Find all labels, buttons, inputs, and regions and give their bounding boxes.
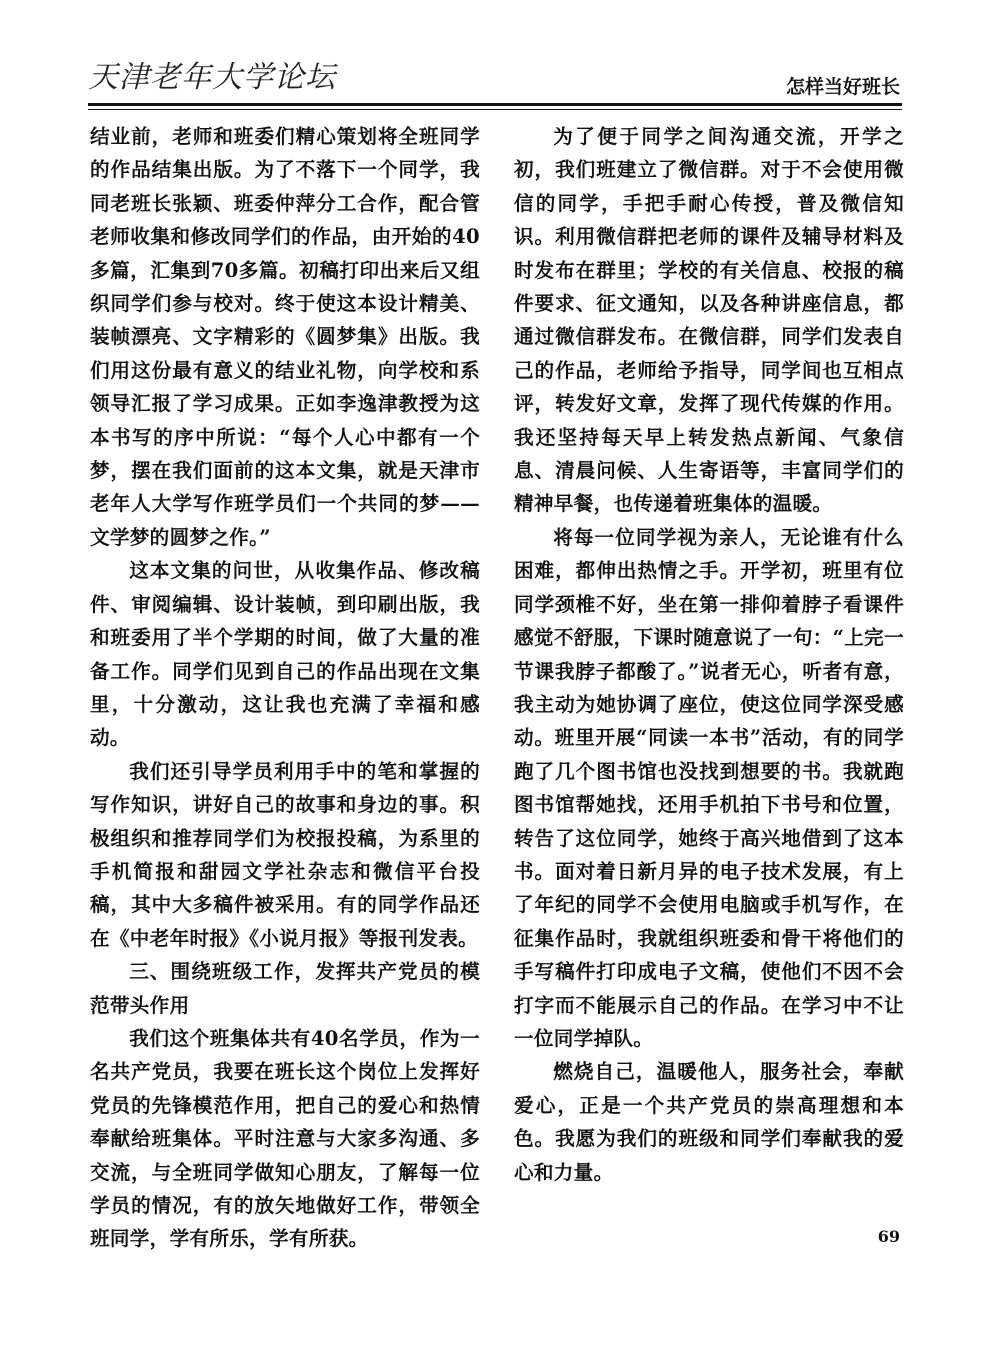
header-divider-thin [88,109,902,110]
paragraph: 燃烧自己，温暖他人，服务社会，奉献爱心，正是一个共产党员的崇高理想和本色。我愿为我们的班级和同学们奉献我的爱心和力量。 [514,1060,904,1184]
section-title: 怎样当好班长 [785,76,900,98]
paragraph: 这本文集的问世，从收集作品、修改稿件、审阅编辑、设计装帧，到印刷出版，我和班委用了半个学期的时间，做了大量的准备工作。同学们见到自己的作品出现在文集里，十分激动，这让我也充满了幸福和感动。 [90,559,480,750]
paragraph: 为了便于同学之间沟通交流，开学之初，我们班建立了微信群。对于不会使用微信的同学，手把手耐心传授，普及微信知识。利用微信群把老师的课件及辅导材料及时发布在群里；学校的有关信息、校报的稿件要求、征文通知，以及各种讲座信息，都通过微信群发布。在微信群，同学们发表自己的作品，老师给予指导，同学间也互相点评，转发好文章，发挥了现代传媒的作用。我还坚持每天早上转发热点新闻、气象信息、清晨问候、人生寄语等，丰富同学们的精神早餐，也传递着班集体的温暖。 [514,125,904,516]
paragraph: 结业前，老师和班委们精心策划将全班同学的作品结集出版。为了不落下一个同学，我同老班长张颖、班委仲萍分工合作，配合管老师收集和修改同学们的作品，由开始的40多篇，汇集到70多篇。初稿打印出来后又组织同学们参与校对。终于使这本设计精美、装帧漂亮、文字精彩的《圆梦集》出版。我们用这份最有意义的结业礼物，向学校和系领导汇报了学习成果。正如李逸津教授为这本书写的序中所说：“每个人心中都有一个梦，摆在我们面前的这本文集，就是天津市老年人大学写作班学员们一个共同的梦——文学梦的圆梦之作。” [90,125,480,549]
left-column [90,120,480,1256]
page-number: 69 [877,1227,900,1246]
header-logo: 天津老年大学论坛 [88,60,336,95]
paragraph: 将每一位同学视为亲人，无论谁有什么困难，都伸出热情之手。开学初，班里有位同学颈椎不好，坐在第一排仰着脖子看课件感觉不舒服，下课时随意说了一句：“上完一节课我脖子都酸了。”说者无心，听者有意，我主动为她协调了座位，使这位同学深受感动。班里开展“同读一本书”活动，有的同学跑了几个图书馆也没找到想要的书。我就跑图书馆帮她找，还用手机拍下书号和位置，转告了这位同学，她终于高兴地借到了这本书。面对着日新月异的电子技术发展，有上了年纪的同学不会使用电脑或手机写作，在征集作品时，我就组织班委和骨干将他们的手写稿件打印成电子文稿，使他们不因不会打字而不能展示自己的作品。在学习中不让一位同学掉队。 [514,525,904,1050]
right-column [514,120,904,1189]
paragraph: 我们这个班集体共有40名学员，作为一名共产党员，我要在班长这个岗位上发挥好党员的先锋模范作用，把自己的爱心和热情奉献给班集体。平时注意与大家多沟通、多交流，与全班同学做知心朋友，了解每一位学员的情况，有的放矢地做好工作，带领全班同学，学有所乐，学有所获。 [90,1026,480,1251]
section-heading: 三、围绕班级工作，发挥共产党员的模范带头作用 [90,960,480,1017]
paragraph: 我们还引导学员利用手中的笔和掌握的写作知识，讲好自己的故事和身边的事。积极组织和推荐同学们为校报投稿，为系里的手机简报和甜园文学社杂志和微信平台投稿，其中大多稿件被采用。有的同学作品还在《中老年时报》《小说月报》等报刊发表。 [90,759,480,950]
header-divider [88,103,902,106]
